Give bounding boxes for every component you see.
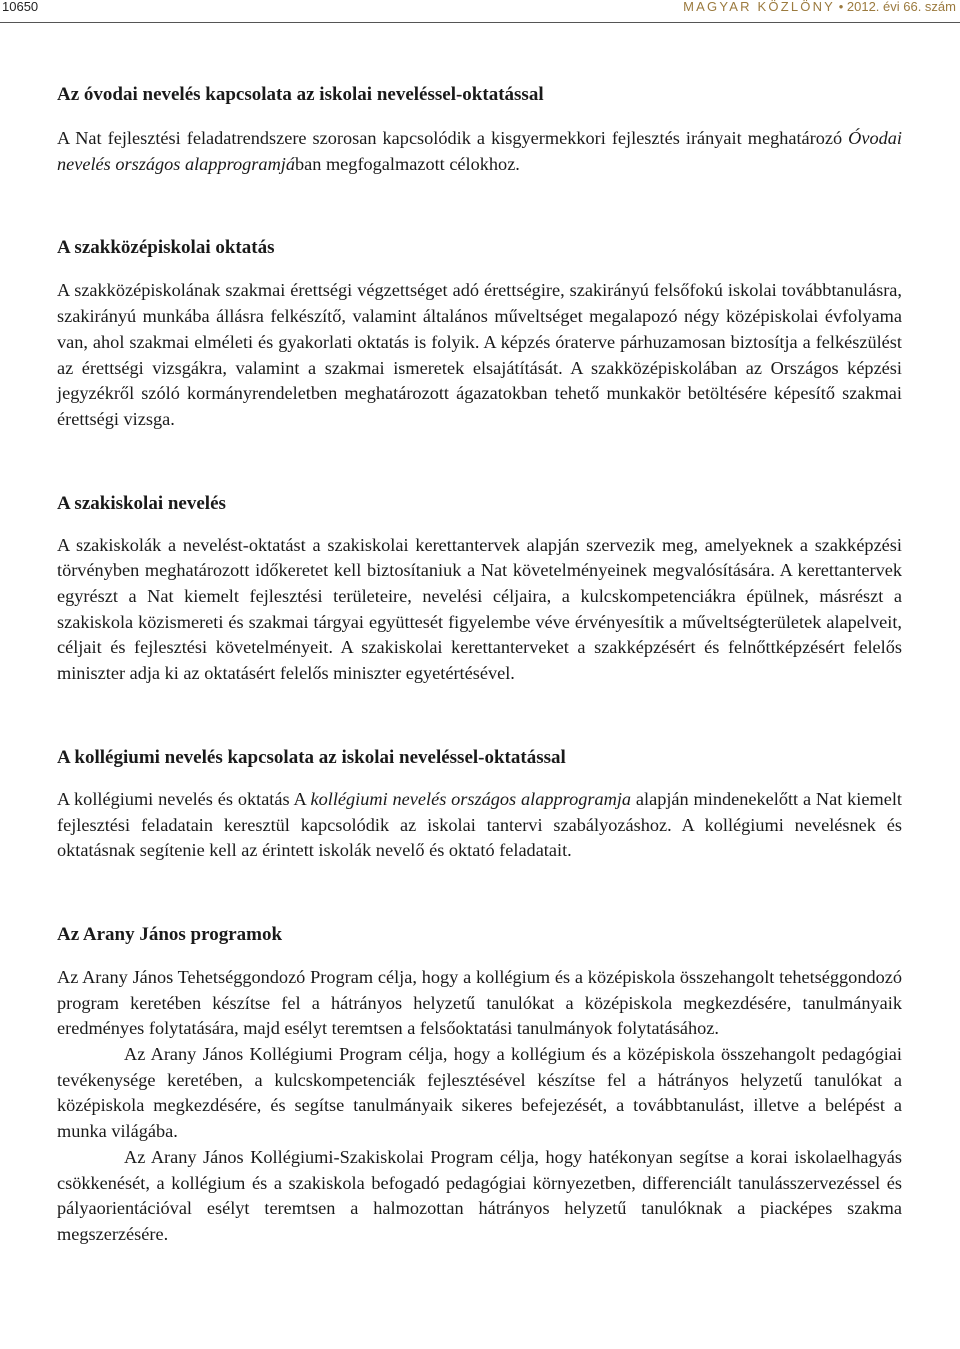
running-title	[683, 0, 956, 13]
publication-name: MAGYAR KÖZLÖNY	[683, 0, 836, 14]
issue-label: 2012. évi 66. szám	[846, 0, 956, 14]
italic-title: Óvodai nevelés országos alapprogramjá	[57, 128, 902, 174]
page-header	[0, 0, 960, 23]
section-arany-janos-programok	[57, 922, 902, 1248]
page-number: 10650	[2, 0, 39, 14]
paragraph: A szakiskolák a nevelést-oktatást a szakiskolai kerettantervek alapján szervezik meg, amelyeknek a szakképzési törvényben meghatározott időkeretet kell biztosítaniuk a Nat követelményeinek megvalósítására. A kerettantervek egyrészt a Nat kiemelt fejlesztési területeire, nevelési céljaira, a kulcskompetenciákra épülnek, másrészt a szakiskola közismereti és szakmai tárgyai együttesét figyelembe véve érvényesítik a műveltségterületek alapelveit, céljait és fejlesztési követelményeit. A szakiskolai kerettanterveket a szakképzésért és felnőttképzésért felelős miniszter adja ki az oktatásért felelős miniszter egyetértésével.	[57, 534, 902, 684]
document-body	[57, 82, 902, 1248]
section-heading: A szakiskolai nevelés	[57, 492, 226, 514]
section-kollegiumi-neveles	[57, 745, 902, 864]
italic-title: kollégiumi nevelés országos alapprogramja	[310, 788, 632, 809]
section-heading: A szakközépiskolai oktatás	[57, 237, 275, 259]
section-heading: Az óvodai nevelés kapcsolata az iskolai neveléssel-oktatással	[57, 84, 544, 105]
section-szakkozepiskolai-oktatas	[57, 235, 902, 432]
text-run: A Nat fejlesztési feladatrendszere szorosan kapcsolódik a kisgyermekkori fejlesztés irányait meghatározó	[57, 128, 849, 148]
header-bullet: •	[838, 0, 844, 14]
paragraph	[57, 126, 902, 177]
section-szakiskolai-neveles	[57, 491, 902, 687]
text-run: A kollégiumi nevelés és oktatás A	[57, 788, 311, 809]
paragraph	[57, 787, 902, 864]
paragraph: Az Arany János Kollégiumi Program célja, hogy a kollégium és a középiskola összehangolt pedagógiai tevékenysége keretében, a kulcskompetenciák fejlesztésével készítse fel a hátrányos helyzetű tanulókat a középiskola megkezdésére, és segítse tanulmányaik sikeres befejezését, a továbbtanulást, illetve a belépést a munka világába.	[57, 1044, 902, 1142]
text-run: ban megfogalmazott célokhoz.	[295, 153, 520, 174]
section-heading: Az Arany János programok	[57, 923, 283, 945]
text-run: alapján mindenekelőtt a Nat kiemelt fejlesztési feladatain keresztül kapcsolódik az iskolai tantervi szabályozáshoz. A kollégiumi nevelésnek és oktatásnak segítenie kell az érintett iskolák nevelő és oktató feladatait.	[57, 788, 902, 861]
paragraph: Az Arany János Tehetséggondozó Program célja, hogy a kollégium és a középiskola összehangolt tehetséggondozó program keretében készítse fel a hátrányos helyzetű tanulókat a középiskola megkezdésére, tanulmányaik eredményes folytatására, majd esélyt teremtsen a felsőoktatási tanulmányok folytatásához.	[57, 966, 902, 1039]
section-heading: A kollégiumi nevelés kapcsolata az iskolai neveléssel-oktatással	[57, 746, 566, 768]
paragraph: A szakközépiskolának szakmai érettségi végzettséget adó érettségire, szakirányú felsőfokú iskolai továbbtanulásra, szakirányú munkába állásra felkészítő, valamint általános műveltséget megalapozó négy középiskolai évfolyama van, ahol szakmai elméleti és gyakorlati oktatás is folyik. A képzés óraterve párhuzamosan biztosítja a felkészülést az érettségi vizsgákra, valamint a szakmai ismeretek elsajátítását. A szakközépiskolában az Országos képzési jegyzékről szóló kormányrendeletben meghatározott ágazatokban tehető munkakör betöltésére képesítő szakmai érettségi vizsga.	[57, 280, 902, 429]
section-ovodai-neveles	[57, 82, 902, 177]
paragraph: Az Arany János Kollégiumi-Szakiskolai Program célja, hogy hatékonyan segítse a korai iskolaelhagyás csökkenését, a kollégium és a szakiskola befogadó pedagógiai környezetben, differenciált tanulásszervezéssel és pályaorientációval esélyt teremtsen a halmozottan hátrányos helyzetű tanulóknak a piacképes szakma megszerzésére.	[57, 1146, 902, 1244]
